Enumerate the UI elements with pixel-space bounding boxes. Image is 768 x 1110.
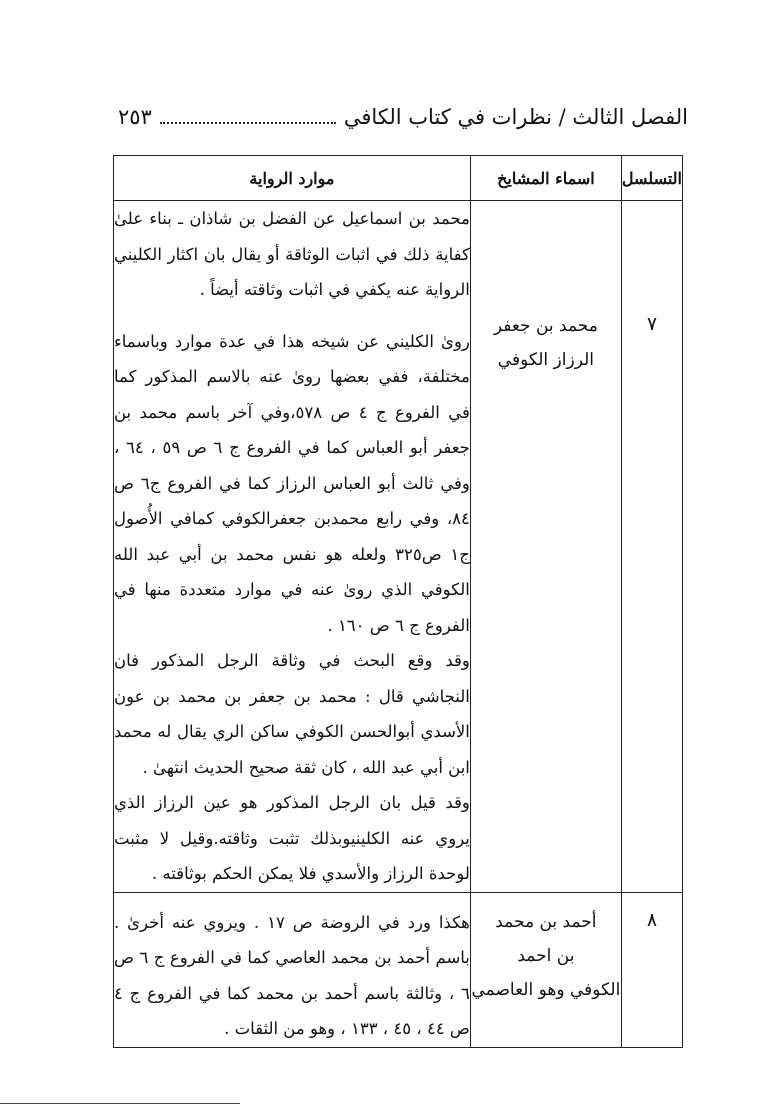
sheikh-name-cell [470,892,621,1047]
table-header-row [114,156,683,201]
paragraph: هكذا ورد في الروضة ص ١٧ . ويروي عنه أخرىٰ . باسم أحمد بن محمد العاصي كما في الفروع ج ٦ ص ٦ ، وثالثة باسم أحمد بن محمد كما في الفروع ج ٤ ص ٤٤ ، ٤٥ ، ١٣٣ ، وهو من الثقات . [114,912,470,1038]
table-row [114,892,683,1047]
sheikh-name-line: أحمد بن محمد [495,911,597,932]
chapter-title: الفصل الثالث / نظرات في كتاب الكافي [343,105,688,129]
sheikh-name-line: محمد بن جعفر [493,316,598,336]
leader-dots [160,122,336,124]
sheikhs-table [113,155,683,1048]
page-number: ٢٥٣ [118,105,152,129]
sheikh-name-line: الرزاز الكوفي [497,350,594,370]
running-header [118,100,688,134]
narration-sources-cell [114,892,471,1047]
table-row [114,201,683,893]
sheikh-name-line: بن احمد [517,945,575,966]
narration-sources-cell [114,201,471,893]
paragraph: وقد وقع البحث في وثاقة الرجل المذكور فان النجاشي قال : محمد بن جعفر بن محمد بن عون الأسدي أبوالحسن الكوفي ساكن الري يقال له محمد ابن أبي عبد الله ، كان ثقة صحيح الحديث انتهىٰ . [114,651,470,777]
column-header-narration-sources: موارد الرواية [114,156,471,201]
footer-rule [0,1103,240,1104]
column-header-sequence: التسلسل [621,156,682,201]
row-sequence-number: ٨ [621,892,682,1047]
sheikh-name-line: الكوفي وهو العاصمي [471,979,621,1000]
paragraph: محمد بن اسماعيل عن الفضل بن شاذان ـ بناء علىٰ كفاية ذلك في اثبات الوثاقة أو يقال بان اكثار الكليني الرواية عنه يكفي في اثبات وثاقته أيضاً . [114,209,470,299]
paragraph: وقد قيل بان الرجل المذكور هو عين الرزاز الذي يروي عنه الكلينيوبذلك تثبت وثاقته.وقيل لا مثبت لوحدة الرزاز والأسدي فلا يمكن الحكم بوثاقته . [114,793,470,883]
column-header-sheikh-names: اسماء المشايخ [470,156,621,201]
row-sequence-number: ٧ [621,201,682,893]
sheikh-name-cell [470,201,621,893]
paragraph: روىٰ الكليني عن شيخه هذا في عدة موارد وباسماء مختلفة، ففي بعضها روىٰ عنه بالاسم المذكور كما في الفروع ج ٤ ص ٥٧٨،وفي آخر باسم محمد بن جعفر أبو العباس كما في الفروع ج ٦ ص ٥٩ ، ٦٤ ، وفي ثالث أبو العباس الرزاز كما في الفروع ج٦ ص ٨٤، وفي رابع محمدبن جعفرالكوفي كمافي الأُصول ج١ ص٣٢٥ ولعله هو نفس محمد بن أبي عبد الله الكوفي الذي روىٰ عنه في موارد متعددة منها في الفروع ج ٦ ص ١٦٠ . [114,331,470,635]
